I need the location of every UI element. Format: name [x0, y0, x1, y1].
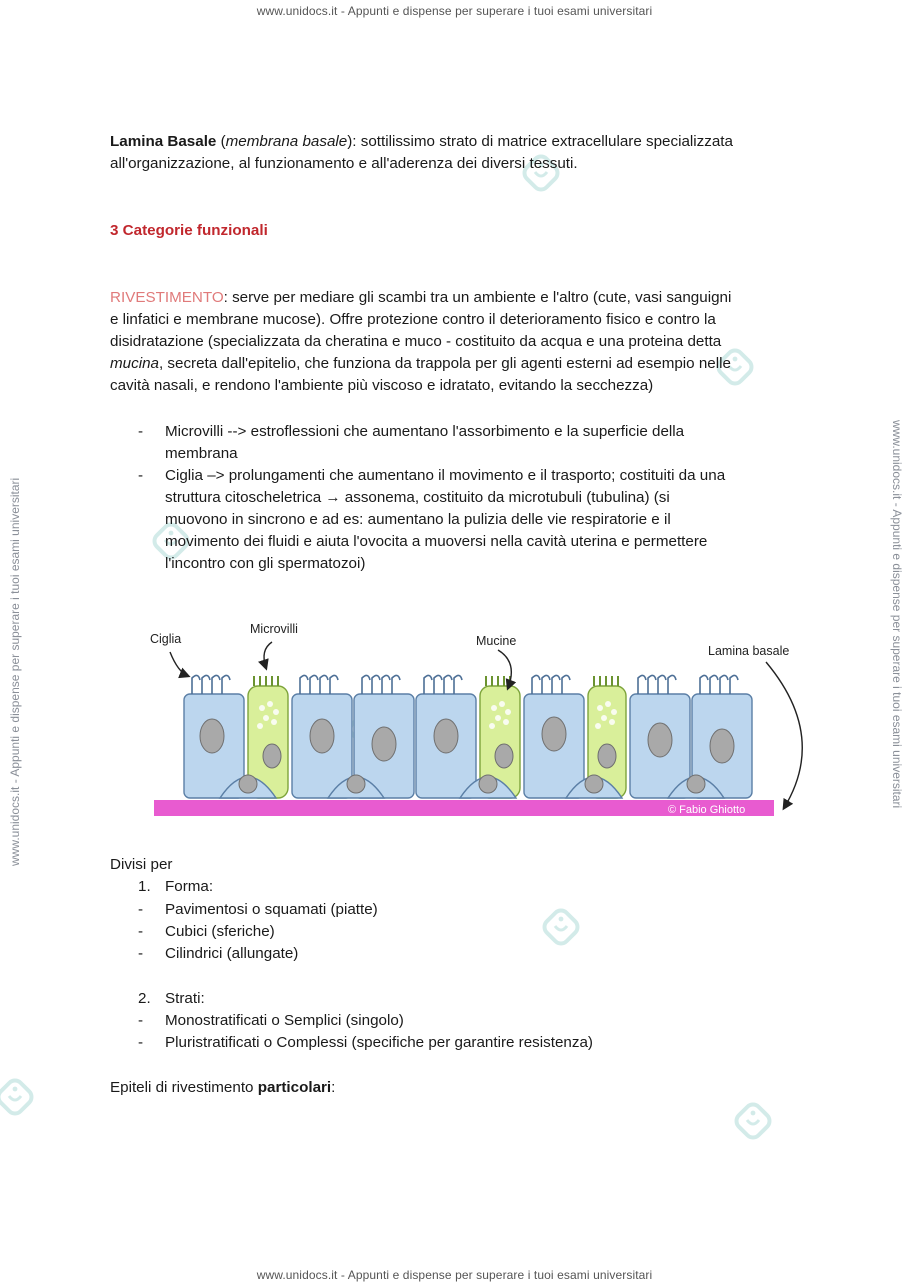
lamina-open-paren: ( [216, 133, 226, 150]
list-marker: - [138, 945, 144, 962]
lamina-italic: membrana basale [225, 133, 348, 150]
header-watermark: www.unidocs.it - Appunti e dispense per superare i tuoi esami universitari [256, 4, 653, 18]
forma-item-3: Cilindrici (allungate) [165, 945, 299, 962]
footer-watermark: www.unidocs.it - Appunti e dispense per superare i tuoi esami universitari [256, 1268, 653, 1282]
rivestimento-line-3: disidratazione (specializzata da cheratina e muco - costituito da acqua e una proteina detta [110, 333, 722, 350]
figure-credit: © Fabio Ghiotto [668, 804, 746, 816]
label-lamina-basale: Lamina basale [708, 644, 790, 658]
epiteli-line [110, 1077, 800, 1099]
strati-item-2: Pluristratificati o Complessi (specifiche per garantire resistenza) [165, 1034, 593, 1051]
ciglia-line-1: Ciglia –> prolungamenti che aumentano il movimento e il trasporto; costituiti da una [165, 467, 726, 484]
lamina-rest: ): sottilissimo strato di matrice extracellulare specializzata [347, 133, 733, 150]
rivestimento-line-1 [110, 287, 800, 309]
forma-item-2: Cubici (sferiche) [165, 923, 275, 940]
list-marker: - [138, 1012, 144, 1029]
rivestimento-text-4: , secreta dall'epitelio, che funziona da trappola per gli agenti esterni ad esempio nelle [158, 355, 731, 372]
ciglia-line-4: movimento dei fluidi e aiuta l'ovocita a muoversi nella cavità uterina e permettere [165, 533, 708, 550]
list-number: 2. [138, 990, 151, 1007]
section-heading: 3 Categorie funzionali [110, 222, 268, 239]
microvilli-line-2: membrana [165, 445, 238, 462]
list-number: 1. [138, 878, 151, 895]
strati-item-1: Monostratificati o Semplici (singolo) [165, 1012, 404, 1029]
forma-item-1: Pavimentosi o squamati (piatte) [165, 901, 378, 918]
ciglia-line-5: l'incontro con gli spermatozoi) [165, 555, 366, 572]
ciglia-line-2: struttura citoscheletrica → assonema, costituito da microtubuli (tubulina) (si [165, 489, 670, 506]
label-microvilli: Microvilli [250, 622, 298, 636]
label-ciglia: Ciglia [150, 632, 182, 646]
divisi-title: Divisi per [110, 856, 173, 873]
rivestimento-line-2: e linfatici e membrane mucose). Offre protezione contro il deterioramento fisico e contro la [110, 311, 716, 328]
side-watermark-right: www.unidocs.it - Appunti e dispense per superare i tuoi esami universitari [890, 420, 904, 809]
lamina-paragraph [110, 131, 800, 153]
epiteli-bold: particolari [257, 1079, 332, 1096]
rivestimento-line-4 [110, 353, 800, 375]
strati-label: Strati: [165, 990, 205, 1007]
label-mucine: Mucine [476, 634, 517, 648]
unidocs-logo-icon [730, 1098, 776, 1144]
microvilli-line-1: Microvilli --> estroflessioni che aumentano l'assorbimento e la superficie della [165, 423, 685, 440]
list-marker: - [138, 423, 144, 440]
rivestimento-line-5: cavità nasali, e rendono l'ambiente più viscoso e idratato, evitando la secchezza) [110, 377, 654, 394]
ciglia-line-3: muovono in sincrono e ad es: aumentano la pulizia delle vie respiratorie e il [165, 511, 671, 528]
lamina-line-2: all'organizzazione, al funzionamento e all'aderenza dei diversi tessuti. [110, 155, 578, 172]
lamina-term: Lamina Basale [110, 133, 217, 150]
epiteli-colon: : [331, 1079, 336, 1096]
forma-label: Forma: [165, 878, 214, 895]
rivestimento-label: RIVESTIMENTO [110, 289, 224, 306]
rivestimento-text-1: : serve per mediare gli scambi tra un ambiente e l'altro (cute, vasi sanguigni [223, 289, 732, 306]
mucina-term: mucina [110, 355, 159, 372]
side-watermark-left: www.unidocs.it - Appunti e dispense per superare i tuoi esami universitari [8, 477, 22, 866]
unidocs-logo-icon [0, 1074, 38, 1120]
list-marker: - [138, 467, 144, 484]
epithelium-figure [148, 616, 813, 826]
epiteli-text: Epiteli di rivestimento [110, 1079, 258, 1096]
list-marker: - [138, 901, 144, 918]
list-marker: - [138, 923, 144, 940]
list-marker: - [138, 1034, 144, 1051]
